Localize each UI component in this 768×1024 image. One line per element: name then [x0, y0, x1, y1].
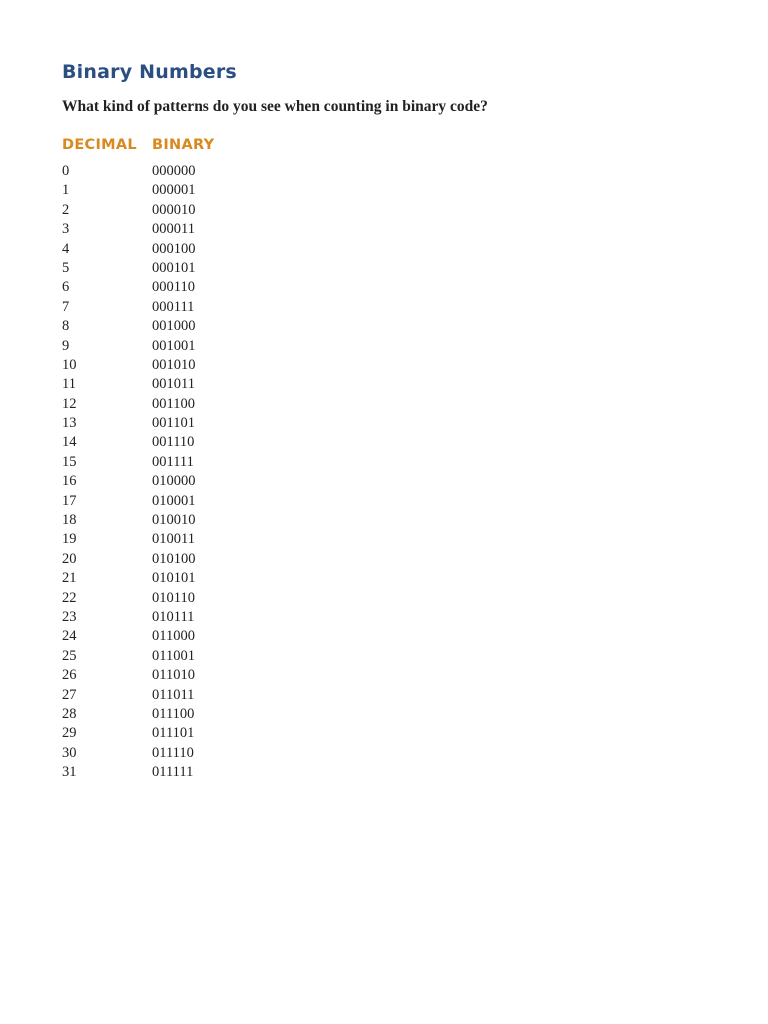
- table-row: [62, 220, 362, 239]
- table-row: [62, 181, 362, 200]
- decimal-cell: 8: [62, 318, 70, 335]
- binary-cell: 011010: [152, 667, 195, 684]
- binary-cell: 001010: [152, 356, 196, 373]
- binary-cell: 000111: [152, 298, 195, 315]
- binary-table: [62, 162, 362, 783]
- table-row: [62, 240, 362, 259]
- table-row: [62, 375, 362, 394]
- decimal-cell: 24: [62, 628, 77, 645]
- decimal-cell: 6: [62, 279, 70, 296]
- binary-column-header: BINARY: [152, 137, 215, 153]
- table-row: [62, 453, 362, 472]
- table-row: [62, 492, 362, 511]
- table-row: [62, 472, 362, 491]
- binary-cell: 011011: [152, 686, 195, 703]
- decimal-cell: 16: [62, 473, 77, 490]
- decimal-cell: 12: [62, 395, 77, 412]
- binary-cell: 010110: [152, 589, 195, 606]
- binary-cell: 011000: [152, 628, 195, 645]
- decimal-cell: 4: [62, 240, 70, 257]
- binary-cell: 010111: [152, 608, 195, 625]
- binary-cell: 000001: [152, 182, 196, 199]
- table-row: [62, 724, 362, 743]
- binary-cell: 001100: [152, 395, 195, 412]
- binary-cell: 001110: [152, 434, 195, 451]
- binary-cell: 010101: [152, 570, 196, 587]
- binary-cell: 001011: [152, 376, 195, 393]
- table-row: [62, 589, 362, 608]
- table-row: [62, 414, 362, 433]
- decimal-cell: 29: [62, 725, 77, 742]
- binary-cell: 000110: [152, 279, 195, 296]
- binary-cell: 010010: [152, 512, 196, 529]
- table-row: [62, 298, 362, 317]
- page-title: Binary Numbers: [62, 61, 237, 83]
- decimal-cell: 5: [62, 259, 70, 276]
- decimal-cell: 15: [62, 453, 77, 470]
- table-row: [62, 550, 362, 569]
- binary-cell: 011101: [152, 725, 195, 742]
- binary-cell: 000000: [152, 163, 196, 179]
- binary-cell: 011110: [152, 744, 194, 761]
- table-row: [62, 337, 362, 356]
- table-row: [62, 433, 362, 452]
- binary-cell: 001111: [152, 453, 194, 470]
- binary-cell: 001000: [152, 318, 196, 335]
- binary-cell: 010011: [152, 531, 195, 548]
- decimal-cell: 9: [62, 337, 70, 354]
- decimal-cell: 23: [62, 608, 77, 625]
- decimal-cell: 14: [62, 434, 77, 451]
- binary-cell: 010100: [152, 550, 196, 567]
- decimal-cell: 26: [62, 667, 77, 684]
- table-row: [62, 511, 362, 530]
- table-row: [62, 686, 362, 705]
- decimal-cell: 22: [62, 589, 77, 606]
- table-row: [62, 395, 362, 414]
- table-row: [62, 278, 362, 297]
- decimal-cell: 20: [62, 550, 77, 567]
- table-row: [62, 569, 362, 588]
- decimal-cell: 1: [62, 182, 70, 199]
- table-row: [62, 162, 362, 181]
- table-row: [62, 317, 362, 336]
- decimal-cell: 3: [62, 221, 70, 238]
- binary-cell: 001001: [152, 337, 196, 354]
- table-row: [62, 647, 362, 666]
- binary-cell: 000011: [152, 221, 195, 238]
- table-row: [62, 259, 362, 278]
- table-row: [62, 744, 362, 763]
- decimal-cell: 7: [62, 298, 70, 315]
- table-row: [62, 666, 362, 685]
- decimal-cell: 10: [62, 356, 77, 373]
- table-row: [62, 530, 362, 549]
- table-row: [62, 627, 362, 646]
- binary-cell: 010001: [152, 492, 196, 509]
- decimal-cell: 17: [62, 492, 77, 509]
- decimal-cell: 31: [62, 764, 77, 781]
- table-row: [62, 356, 362, 375]
- binary-cell: 000101: [152, 259, 196, 276]
- binary-cell: 000100: [152, 240, 196, 257]
- decimal-cell: 25: [62, 647, 77, 664]
- binary-cell: 011001: [152, 647, 195, 664]
- decimal-cell: 18: [62, 512, 77, 529]
- decimal-column-header: DECIMAL: [62, 137, 137, 153]
- decimal-cell: 13: [62, 415, 77, 432]
- question-text: What kind of patterns do you see when counting in binary code?: [62, 98, 488, 115]
- binary-cell: 011100: [152, 705, 195, 722]
- binary-cell: 010000: [152, 473, 196, 490]
- decimal-cell: 27: [62, 686, 77, 703]
- table-row: [62, 608, 362, 627]
- decimal-cell: 0: [62, 163, 70, 179]
- binary-cell: 000010: [152, 201, 196, 218]
- decimal-cell: 28: [62, 705, 77, 722]
- decimal-cell: 2: [62, 201, 70, 218]
- decimal-cell: 30: [62, 744, 77, 761]
- binary-cell: 011111: [152, 764, 194, 781]
- decimal-cell: 11: [62, 376, 76, 393]
- decimal-cell: 19: [62, 531, 77, 548]
- decimal-cell: 21: [62, 570, 77, 587]
- table-row: [62, 763, 362, 782]
- table-row: [62, 201, 362, 220]
- table-row: [62, 705, 362, 724]
- binary-cell: 001101: [152, 415, 195, 432]
